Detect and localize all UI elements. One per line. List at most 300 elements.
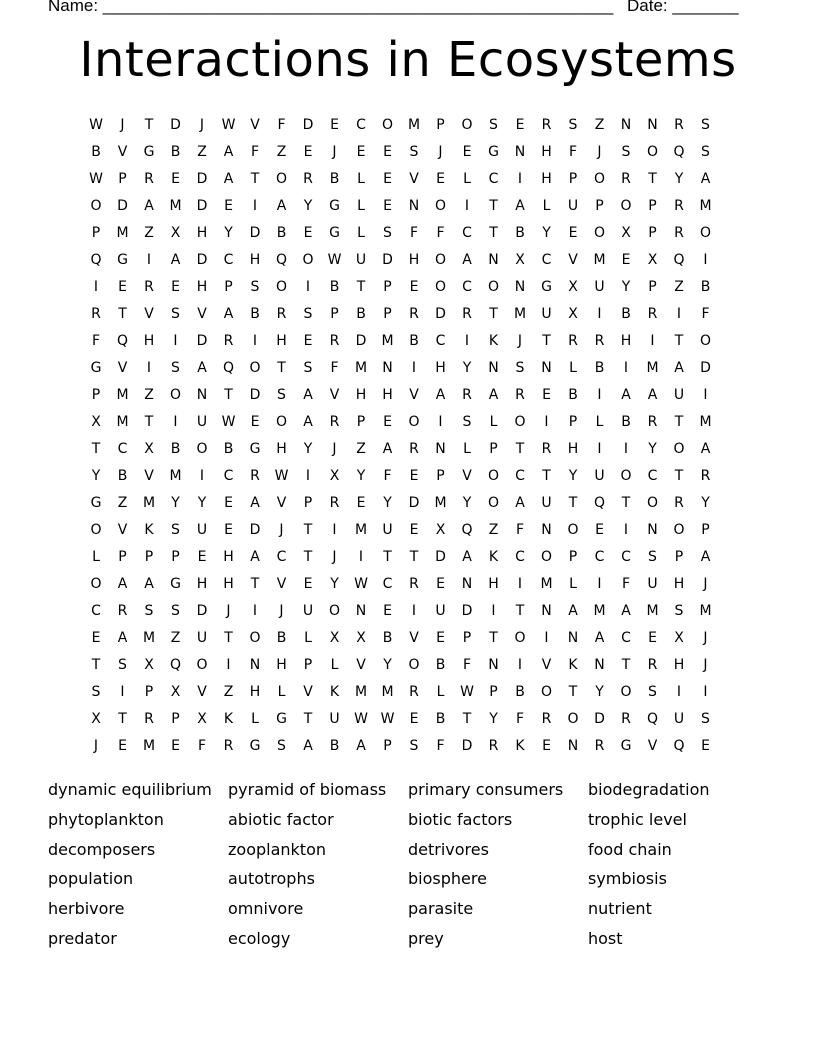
grid-letter: B <box>409 333 419 349</box>
grid-row <box>83 598 733 625</box>
grid-letter: P <box>595 198 604 214</box>
word-bank-item: decomposers <box>48 839 156 859</box>
grid-letter: P <box>171 711 180 727</box>
grid-letter: U <box>673 387 685 403</box>
grid-letter: X <box>91 711 101 727</box>
grid-letter: H <box>196 279 208 295</box>
grid-letter: Y <box>568 468 578 484</box>
grid-letter: F <box>409 225 419 241</box>
grid-letter: M <box>381 333 394 349</box>
grid-letter: H <box>143 333 155 349</box>
grid-letter: S <box>701 144 710 160</box>
grid-letter: S <box>277 738 286 754</box>
grid-letter: Z <box>276 144 287 160</box>
grid-letter: K <box>568 657 578 673</box>
grid-letter: I <box>703 387 708 403</box>
grid-letter: H <box>276 333 287 349</box>
grid-letter: C <box>91 603 101 619</box>
word-bank-item: herbivore <box>48 899 125 919</box>
grid-letter: V <box>462 468 472 484</box>
grid-letter: B <box>435 711 446 727</box>
grid-letter: F <box>197 738 207 754</box>
grid-letter: V <box>250 117 260 133</box>
grid-letter: Q <box>169 657 182 673</box>
grid-letter: F <box>91 333 101 349</box>
grid-letter: Y <box>383 495 392 511</box>
grid-letter: O <box>487 279 500 295</box>
grid-letter: R <box>144 711 154 727</box>
grid-letter: C <box>488 171 499 187</box>
grid-letter: G <box>90 360 102 376</box>
grid-letter: M <box>354 360 368 376</box>
grid-letter: T <box>621 495 631 511</box>
grid-letter: E <box>568 225 578 241</box>
grid-row <box>83 706 733 733</box>
grid-letter: X <box>170 225 181 241</box>
grid-letter: B <box>329 279 340 295</box>
grid-letter: U <box>647 576 658 592</box>
grid-letter: S <box>515 360 525 376</box>
grid-letter: P <box>224 279 233 295</box>
grid-letter: N <box>196 387 208 403</box>
grid-letter: N <box>541 603 552 619</box>
grid-letter: G <box>620 738 632 754</box>
grid-letter: H <box>541 144 552 160</box>
grid-letter: E <box>197 549 207 565</box>
grid-letter: T <box>648 171 657 187</box>
grid-letter: I <box>252 603 258 619</box>
grid-letter: E <box>171 279 180 295</box>
grid-letter: H <box>276 441 287 457</box>
grid-letter: E <box>250 414 260 430</box>
grid-letter: P <box>356 414 366 430</box>
grid-letter: M <box>699 198 712 214</box>
grid-letter: D <box>196 198 208 214</box>
grid-letter: Q <box>673 738 685 754</box>
grid-letter: T <box>224 387 233 403</box>
grid-letter: D <box>170 117 181 133</box>
grid-letter: B <box>276 630 287 646</box>
grid-letter: I <box>411 360 417 376</box>
word-bank-item: parasite <box>408 899 474 919</box>
grid-letter: Q <box>461 522 473 538</box>
grid-letter: L <box>542 198 551 214</box>
grid-letter: E <box>303 576 313 592</box>
grid-letter: W <box>221 117 236 133</box>
grid-letter: E <box>648 630 657 646</box>
grid-letter: O <box>90 522 102 538</box>
word-bank-item: biodegradation <box>588 780 710 799</box>
grid-letter: B <box>356 306 366 322</box>
grid-letter: E <box>224 198 233 214</box>
grid-letter: B <box>329 738 340 754</box>
grid-letter: D <box>196 252 208 268</box>
grid-letter: P <box>436 117 445 133</box>
word-bank-item: host <box>588 929 623 948</box>
grid-letter: L <box>463 441 471 457</box>
grid-letter: Y <box>701 495 710 511</box>
grid-letter: R <box>144 279 154 295</box>
grid-letter: T <box>383 549 392 565</box>
grid-letter: E <box>409 279 419 295</box>
grid-letter: L <box>595 414 604 430</box>
grid-letter: E <box>595 522 604 538</box>
grid-letter: S <box>171 603 180 619</box>
grid-letter: Y <box>595 684 604 700</box>
grid-letter: G <box>488 144 499 160</box>
grid-letter: U <box>302 603 314 619</box>
grid-letter: X <box>647 252 658 268</box>
grid-letter: M <box>381 684 394 700</box>
grid-letter: B <box>117 468 128 484</box>
grid-letter: X <box>329 630 340 646</box>
grid-letter: R <box>541 117 552 133</box>
grid-letter: M <box>593 252 606 268</box>
grid-letter: M <box>434 495 447 511</box>
grid-letter: D <box>355 333 367 349</box>
grid-letter: O <box>593 171 606 187</box>
grid-letter: H <box>223 576 234 592</box>
grid-letter: P <box>436 468 445 484</box>
grid-letter: B <box>382 630 393 646</box>
grid-letter: Z <box>674 279 684 295</box>
grid-letter: B <box>700 279 711 295</box>
grid-letter: R <box>515 387 525 403</box>
grid-letter: R <box>329 414 340 430</box>
grid-letter: B <box>170 144 181 160</box>
grid-letter: T <box>568 684 578 700</box>
grid-letter: L <box>357 198 365 214</box>
grid-letter: R <box>674 117 684 133</box>
grid-letter: P <box>171 549 180 565</box>
grid-letter: I <box>199 468 205 484</box>
grid-letter: F <box>250 144 260 160</box>
grid-letter: I <box>305 279 311 295</box>
grid-letter: T <box>303 522 313 538</box>
grid-letter: Q <box>673 144 685 160</box>
grid-letter: V <box>303 684 313 700</box>
grid-letter: L <box>463 171 471 187</box>
grid-letter: R <box>329 495 340 511</box>
grid-letter: M <box>540 576 553 592</box>
grid-letter: F <box>383 468 392 484</box>
grid-letter: I <box>517 576 523 592</box>
grid-letter: T <box>409 549 419 565</box>
grid-letter: U <box>382 522 393 538</box>
grid-letter: Q <box>646 711 659 727</box>
grid-letter: Y <box>462 360 472 376</box>
grid-letter: B <box>223 441 234 457</box>
grid-letter: A <box>303 387 313 403</box>
grid-letter: R <box>409 576 419 592</box>
word-bank-item: trophic level <box>588 809 687 829</box>
grid-letter: F <box>568 144 578 160</box>
grid-letter: H <box>249 252 261 268</box>
grid-letter: P <box>118 171 127 187</box>
grid-letter: W <box>89 171 103 187</box>
grid-letter: I <box>120 684 125 700</box>
grid-letter: U <box>594 279 605 295</box>
grid-letter: J <box>93 738 99 754</box>
grid-letter: C <box>382 576 393 592</box>
grid-letter: E <box>436 630 445 646</box>
grid-letter: E <box>701 738 710 754</box>
grid-letter: O <box>620 684 632 700</box>
grid-letter: B <box>621 414 631 430</box>
grid-letter: H <box>435 360 446 376</box>
grid-row <box>83 193 733 220</box>
grid-letter: U <box>435 603 446 619</box>
grid-row <box>83 301 733 328</box>
grid-letter: F <box>701 306 710 322</box>
grid-letter: G <box>170 576 181 592</box>
grid-letter: L <box>251 711 259 727</box>
grid-letter: R <box>250 468 260 484</box>
grid-letter: C <box>117 441 128 457</box>
grid-letter: R <box>700 468 711 484</box>
grid-letter: Y <box>197 495 207 511</box>
grid-letter: E <box>356 144 366 160</box>
grid-letter: X <box>674 630 684 646</box>
grid-letter: Y <box>621 279 631 295</box>
grid-letter: W <box>354 711 368 727</box>
grid-letter: T <box>515 603 525 619</box>
grid-letter: P <box>568 171 578 187</box>
letter-grid <box>83 112 733 760</box>
grid-letter: O <box>461 117 473 133</box>
grid-letter: I <box>597 387 602 403</box>
grid-letter: Z <box>117 495 128 511</box>
grid-letter: I <box>544 414 549 430</box>
grid-letter: P <box>701 522 710 538</box>
grid-letter: A <box>144 576 154 592</box>
grid-letter: Y <box>674 171 684 187</box>
grid-letter: T <box>515 441 525 457</box>
word-bank-item: symbiosis <box>588 869 667 889</box>
grid-letter: J <box>199 117 205 133</box>
grid-letter: D <box>196 603 208 619</box>
grid-letter: V <box>144 306 154 322</box>
grid-letter: P <box>144 684 154 700</box>
grid-letter: E <box>171 738 180 754</box>
grid-letter: T <box>568 495 578 511</box>
grid-letter: K <box>329 684 340 700</box>
grid-letter: T <box>489 630 498 646</box>
grid-letter: H <box>673 657 685 673</box>
grid-letter: O <box>540 684 553 700</box>
grid-letter: H <box>196 576 208 592</box>
grid-letter: D <box>249 225 261 241</box>
grid-row <box>83 679 733 706</box>
grid-letter: V <box>647 738 658 754</box>
grid-row <box>83 733 733 760</box>
grid-letter: U <box>355 252 367 268</box>
grid-letter: N <box>382 360 393 376</box>
grid-letter: B <box>170 441 181 457</box>
grid-letter: I <box>411 603 417 619</box>
grid-letter: X <box>621 225 631 241</box>
grid-letter: O <box>169 387 182 403</box>
grid-letter: D <box>117 198 128 214</box>
grid-letter: C <box>621 549 631 565</box>
grid-letter: T <box>91 441 101 457</box>
grid-letter: L <box>92 549 100 565</box>
grid-letter: O <box>275 279 288 295</box>
grid-letter: C <box>356 117 366 133</box>
grid-letter: S <box>409 738 419 754</box>
grid-letter: E <box>409 711 419 727</box>
grid-letter: C <box>621 630 631 646</box>
grid-letter: R <box>674 495 684 511</box>
grid-letter: X <box>144 657 154 673</box>
grid-letter: I <box>173 333 178 349</box>
grid-letter: U <box>594 468 605 484</box>
grid-letter: T <box>674 333 684 349</box>
page-title: Interactions in Ecosystems <box>79 32 737 88</box>
grid-letter: T <box>277 360 286 376</box>
grid-letter: Y <box>489 711 498 727</box>
grid-letter: B <box>515 684 525 700</box>
grid-letter: V <box>568 252 578 268</box>
grid-letter: A <box>276 198 287 214</box>
grid-letter: R <box>541 441 552 457</box>
grid-letter: E <box>303 333 313 349</box>
grid-letter: R <box>303 171 313 187</box>
grid-letter: O <box>328 603 341 619</box>
grid-letter: C <box>223 252 234 268</box>
grid-letter: L <box>357 171 365 187</box>
word-bank-item: primary consumers <box>408 780 564 799</box>
grid-letter: D <box>249 522 261 538</box>
grid-letter: H <box>673 576 685 592</box>
grid-letter: R <box>276 306 287 322</box>
grid-letter: R <box>621 171 631 187</box>
grid-row <box>83 409 733 436</box>
grid-letter: Y <box>303 198 313 214</box>
word-bank-item: prey <box>408 929 444 948</box>
grid-letter: C <box>276 549 287 565</box>
grid-letter: A <box>170 252 181 268</box>
grid-letter: C <box>462 225 472 241</box>
grid-letter: I <box>438 414 443 430</box>
grid-letter: S <box>383 225 392 241</box>
grid-letter: B <box>515 225 525 241</box>
grid-letter: A <box>250 549 260 565</box>
grid-letter: C <box>223 468 234 484</box>
grid-letter: A <box>700 549 711 565</box>
grid-letter: M <box>699 603 712 619</box>
grid-letter: E <box>383 414 392 430</box>
grid-letter: T <box>303 549 313 565</box>
grid-letter: W <box>354 576 368 592</box>
grid-letter: P <box>303 495 313 511</box>
grid-letter: O <box>90 576 102 592</box>
grid-letter: I <box>597 441 602 457</box>
grid-letter: G <box>276 711 287 727</box>
grid-letter: A <box>117 576 128 592</box>
grid-letter: Q <box>673 252 685 268</box>
grid-letter: P <box>330 306 339 322</box>
grid-letter: R <box>462 306 472 322</box>
grid-letter: I <box>703 684 708 700</box>
grid-letter: I <box>305 468 311 484</box>
grid-letter: I <box>623 441 629 457</box>
grid-letter: Z <box>488 522 499 538</box>
grid-letter: A <box>700 441 711 457</box>
grid-letter: V <box>409 171 419 187</box>
grid-letter: P <box>568 549 578 565</box>
grid-letter: A <box>674 360 684 376</box>
grid-letter: N <box>461 576 473 592</box>
grid-letter: E <box>515 117 525 133</box>
grid-row <box>83 274 733 301</box>
word-bank-item: population <box>48 869 134 889</box>
grid-letter: N <box>514 279 526 295</box>
grid-letter: Y <box>648 441 657 457</box>
grid-letter: N <box>408 198 420 214</box>
grid-letter: M <box>116 225 129 241</box>
grid-letter: E <box>542 387 551 403</box>
grid-letter: D <box>700 360 711 376</box>
grid-row <box>83 652 733 679</box>
grid-row <box>83 463 733 490</box>
grid-letter: A <box>197 360 207 376</box>
grid-letter: P <box>674 549 684 565</box>
grid-letter: J <box>703 576 708 592</box>
grid-letter: A <box>223 306 234 322</box>
grid-letter: N <box>488 360 499 376</box>
grid-letter: L <box>330 657 339 673</box>
grid-letter: F <box>330 360 339 376</box>
grid-letter: A <box>303 738 313 754</box>
grid-letter: O <box>434 198 447 214</box>
grid-letter: U <box>673 711 685 727</box>
word-bank-item: dynamic equilibrium <box>48 780 212 799</box>
grid-letter: J <box>517 333 523 349</box>
grid-letter: O <box>408 414 420 430</box>
grid-letter: G <box>541 279 552 295</box>
word-bank-item: biotic factors <box>408 809 513 829</box>
grid-letter: H <box>382 387 393 403</box>
grid-letter: R <box>674 225 684 241</box>
grid-letter: A <box>303 414 313 430</box>
grid-letter: R <box>621 711 631 727</box>
grid-letter: N <box>488 657 499 673</box>
grid-letter: X <box>144 441 154 457</box>
grid-letter: T <box>118 711 127 727</box>
grid-letter: G <box>329 198 340 214</box>
grid-letter: N <box>541 522 552 538</box>
grid-letter: O <box>487 495 500 511</box>
grid-letter: J <box>279 522 284 538</box>
grid-letter: X <box>435 522 446 538</box>
grid-letter: H <box>567 441 579 457</box>
grid-letter: Y <box>303 441 313 457</box>
word-bank-item: autotrophs <box>228 869 315 889</box>
grid-letter: I <box>517 171 523 187</box>
grid-row <box>83 625 733 652</box>
grid-letter: Z <box>356 441 366 457</box>
grid-letter: M <box>142 630 156 646</box>
grid-letter: E <box>118 279 127 295</box>
grid-letter: B <box>621 306 631 322</box>
grid-letter: E <box>409 468 419 484</box>
grid-letter: J <box>120 117 125 133</box>
grid-row <box>83 490 733 517</box>
grid-letter: N <box>541 360 552 376</box>
grid-letter: V <box>197 306 207 322</box>
word-bank-item: abiotic factor <box>228 809 334 829</box>
